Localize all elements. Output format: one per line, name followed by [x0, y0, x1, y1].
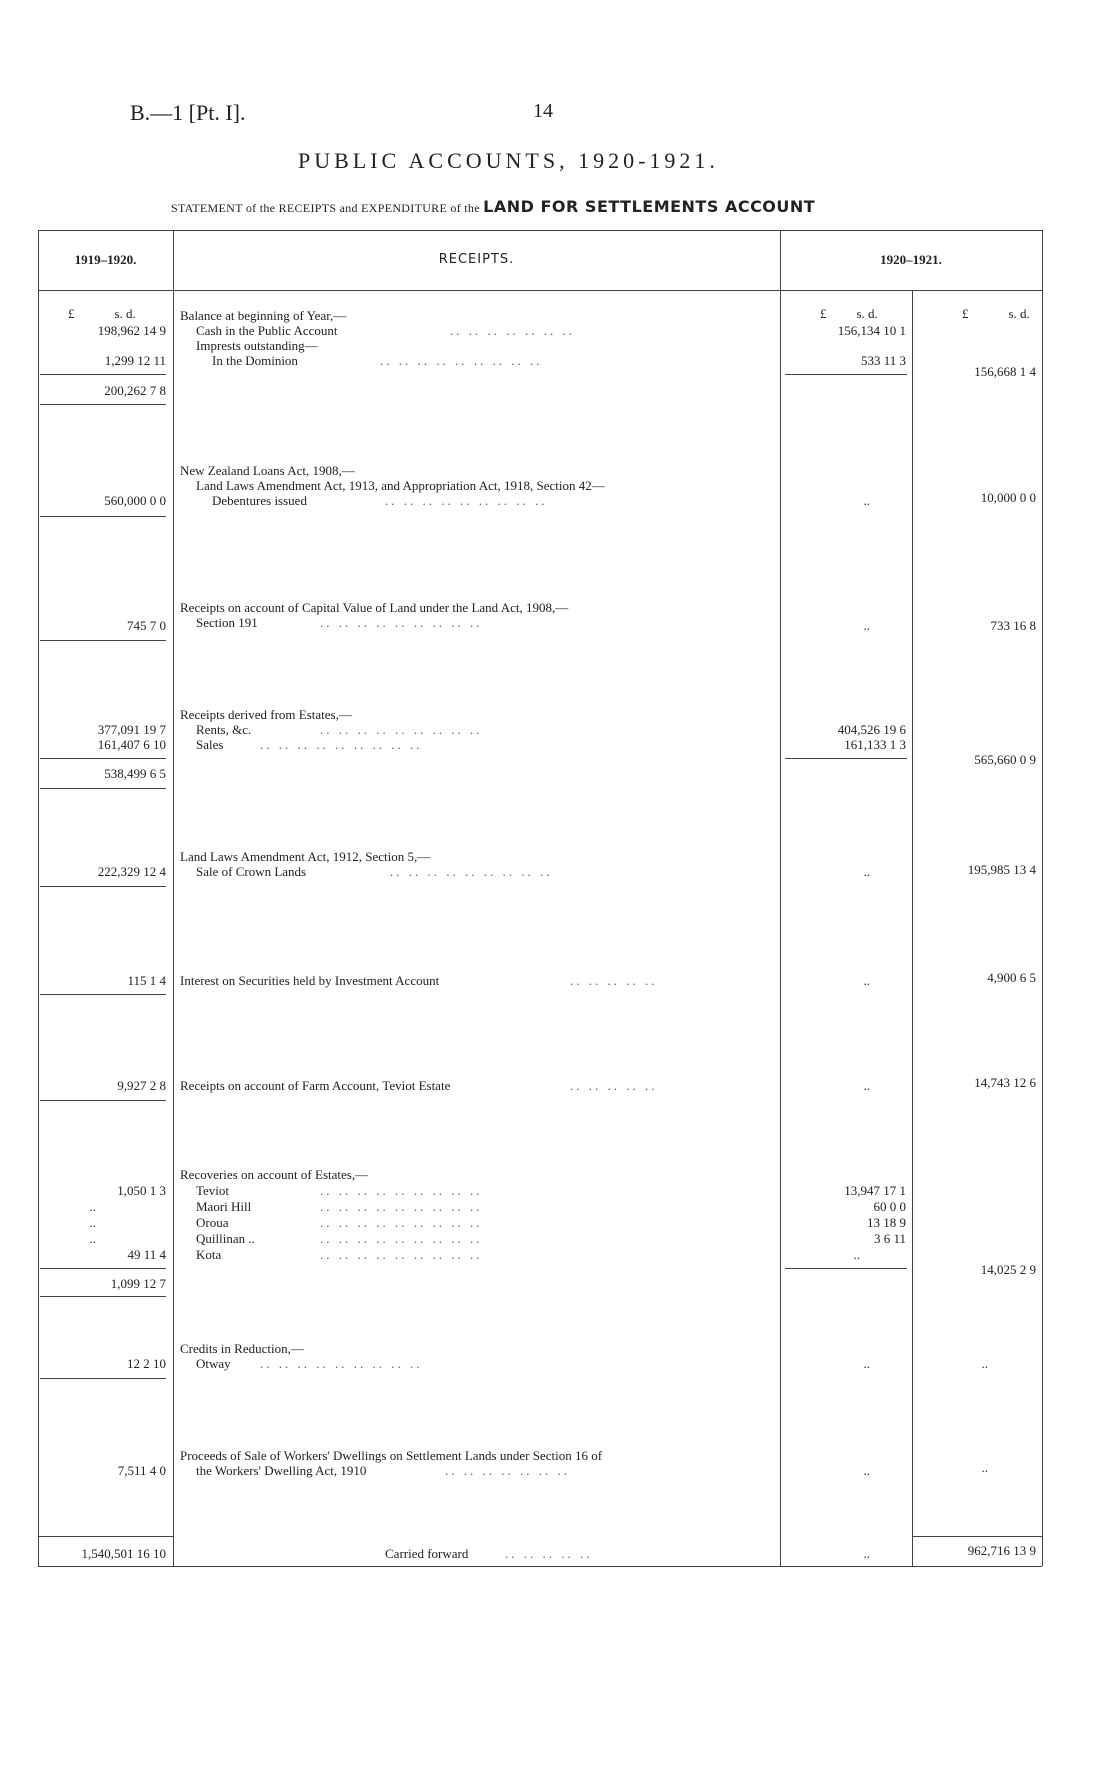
page-title: PUBLIC ACCOUNTS, 1920-1921. — [298, 148, 719, 173]
estates-sales-label: Sales — [196, 737, 224, 752]
leader-dots: .. .. .. .. .. .. .. .. .. — [260, 1356, 423, 1371]
column-divider-2 — [780, 230, 781, 1566]
estates-prev-rents: 377,091 19 7 — [97, 722, 166, 737]
leader-dots: .. .. .. .. .. .. .. — [445, 1463, 570, 1478]
farm-sub: .. — [863, 1078, 870, 1093]
recoveries-sub-teviot: 13,947 17 1 — [844, 1183, 906, 1198]
document-reference: B.—1 [Pt. I]. — [130, 100, 246, 125]
recoveries-item-oroua: Oroua — [196, 1215, 229, 1230]
column-header-receipts: RECEIPTS. — [438, 252, 515, 267]
interest-sub: .. — [863, 973, 870, 988]
capital-total: 733 16 8 — [990, 618, 1036, 633]
total-rule — [912, 1536, 1042, 1537]
table-right-rule — [1042, 230, 1043, 1566]
carried-forward-label: Carried forward — [385, 1546, 469, 1561]
subtotal-rule — [40, 404, 166, 405]
capital-section-label: Section 191 — [196, 615, 258, 630]
dwellings-total: .. — [981, 1460, 988, 1475]
subtitle-prefix: STATEMENT of the RECEIPTS and EXPENDITURE of the — [171, 201, 480, 215]
dwellings-label-line1: Proceeds of Sale of Workers' Dwellings on Settlement Lands under Section 16 of — [180, 1448, 603, 1463]
subtotal-rule — [785, 374, 907, 375]
interest-label: Interest on Securities held by Investment Account — [180, 973, 440, 988]
leader-dots: .. .. .. .. .. .. .. .. .. — [320, 1215, 483, 1230]
recoveries-item-quillinan: Quillinan .. — [196, 1231, 255, 1246]
leader-dots: .. .. .. .. .. .. .. .. .. — [320, 1183, 483, 1198]
estates-sub-rents: 404,526 19 6 — [837, 722, 906, 737]
loans-debentures-label: Debentures issued — [212, 493, 307, 508]
subtotal-rule — [40, 758, 166, 759]
leader-dots: .. .. .. .. .. .. .. .. .. — [320, 1199, 483, 1214]
balance-imprests-label: Imprests outstanding— — [196, 338, 318, 353]
subtotal-rule — [785, 758, 907, 759]
column-divider-1 — [173, 230, 174, 1566]
recoveries-prev-total: 1,099 12 7 — [110, 1276, 166, 1291]
capital-prev: 745 7 0 — [127, 618, 166, 633]
total-rule — [38, 1536, 174, 1537]
section-rule — [40, 886, 166, 887]
balance-heading: Balance at beginning of Year,— — [180, 308, 347, 323]
recoveries-prev-kota: 49 11 4 — [127, 1247, 166, 1262]
estates-prev-sales: 161,407 6 10 — [97, 737, 166, 752]
recoveries-sub-oroua: 13 18 9 — [867, 1215, 906, 1230]
table-bottom-rule — [38, 1566, 1042, 1567]
crown-prev: 222,329 12 4 — [97, 864, 166, 879]
subtotal-rule — [40, 374, 166, 375]
recoveries-sub-kota: .. — [853, 1247, 860, 1262]
section-rule — [40, 1100, 166, 1101]
balance-dominion-label: In the Dominion — [212, 353, 298, 368]
estates-total: 565,660 0 9 — [974, 752, 1036, 767]
farm-total: 14,743 12 6 — [974, 1075, 1036, 1090]
dwellings-sub: .. — [863, 1463, 870, 1478]
credits-total: .. — [981, 1356, 988, 1371]
credits-prev: 12 2 10 — [127, 1356, 166, 1371]
leader-dots: .. .. .. .. .. .. .. .. .. — [320, 615, 483, 630]
page-number: 14 — [533, 100, 553, 122]
loans-total: 10,000 0 0 — [980, 490, 1036, 505]
leader-dots: .. .. .. .. .. .. .. .. .. — [260, 737, 423, 752]
balance-sub-cash: 156,134 10 1 — [837, 323, 906, 338]
table-top-rule — [38, 230, 1042, 231]
balance-cash-label: Cash in the Public Account — [196, 323, 338, 338]
recoveries-prev-teviot: 1,050 1 3 — [117, 1183, 166, 1198]
recoveries-item-maori-hill: Maori Hill — [196, 1199, 252, 1214]
recoveries-prev-maori-hill: .. — [89, 1199, 96, 1214]
subtotal-rule — [785, 1268, 907, 1269]
carried-forward-total: 962,716 13 9 — [967, 1543, 1036, 1558]
unit-pound-total: £ s. d. — [962, 306, 1030, 321]
estates-heading: Receipts derived from Estates,— — [180, 707, 352, 722]
credits-otway-label: Otway — [196, 1356, 231, 1371]
leader-dots: .. .. .. .. .. .. .. .. .. — [320, 722, 483, 737]
credits-heading: Credits in Reduction,— — [180, 1341, 304, 1356]
subtitle-account-name: LAND FOR SETTLEMENTS ACCOUNT — [483, 197, 816, 216]
crown-sale-label: Sale of Crown Lands — [196, 864, 307, 879]
loans-prev: 560,000 0 0 — [104, 493, 166, 508]
recoveries-item-kota: Kota — [196, 1247, 222, 1262]
leader-dots: .. .. .. .. .. .. .. .. .. — [380, 353, 543, 368]
estates-sub-sales: 161,133 1 3 — [844, 737, 906, 752]
loans-act-label: Land Laws Amendment Act, 1913, and Appropriation Act, 1918, Section 42— — [196, 478, 605, 493]
unit-pound-sub: £ s. d. — [820, 306, 878, 321]
farm-prev: 9,927 2 8 — [117, 1078, 166, 1093]
estates-rents-label: Rents, &c. — [196, 722, 252, 737]
capital-heading: Receipts on account of Capital Value of Land under the Land Act, 1908,— — [180, 600, 569, 615]
leader-dots: .. .. .. .. .. — [570, 1078, 658, 1093]
recoveries-total: 14,025 2 9 — [980, 1262, 1036, 1277]
table-left-rule — [38, 230, 39, 1566]
loans-heading: New Zealand Loans Act, 1908,— — [180, 463, 355, 478]
recoveries-prev-quillinan: .. — [89, 1231, 96, 1246]
statement-subtitle — [171, 197, 815, 216]
carried-forward-prev: 1,540,501 16 10 — [81, 1546, 166, 1561]
column-header-1919-1920: 1919–1920. — [74, 252, 137, 267]
section-rule — [40, 640, 166, 641]
loans-sub: .. — [863, 493, 870, 508]
dwellings-label-line2: the Workers' Dwelling Act, 1910 — [196, 1463, 367, 1478]
credits-sub: .. — [863, 1356, 870, 1371]
recoveries-sub-quillinan: 3 6 11 — [873, 1231, 906, 1246]
capital-sub: .. — [863, 618, 870, 633]
leader-dots: .. .. .. .. .. — [570, 973, 658, 988]
unit-pound-prev: £ s. d. — [68, 306, 136, 321]
dwellings-prev: 7,511 4 0 — [117, 1463, 166, 1478]
balance-prev-cash: 198,962 14 9 — [97, 323, 166, 338]
header-bottom-rule — [38, 290, 1042, 291]
recoveries-prev-oroua: .. — [89, 1215, 96, 1230]
leader-dots: .. .. .. .. .. .. .. .. .. — [320, 1247, 483, 1262]
recoveries-sub-maori-hill: 60 0 0 — [873, 1199, 906, 1214]
section-rule — [40, 1378, 166, 1379]
balance-total: 156,668 1 4 — [974, 364, 1036, 379]
estates-prev-total: 538,499 6 5 — [104, 766, 166, 781]
leader-dots: .. .. .. .. .. .. .. .. .. — [390, 864, 553, 879]
crown-total: 195,985 13 4 — [967, 862, 1036, 877]
interest-total: 4,900 6 5 — [987, 970, 1036, 985]
leader-dots: .. .. .. .. .. .. .. — [450, 323, 575, 338]
balance-sub-imprests: 533 11 3 — [860, 353, 906, 368]
carried-forward-sub: .. — [863, 1546, 870, 1561]
balance-prev-total: 200,262 7 8 — [104, 383, 166, 398]
crown-heading: Land Laws Amendment Act, 1912, Section 5,— — [180, 849, 431, 864]
farm-label: Receipts on account of Farm Account, Teviot Estate — [180, 1078, 451, 1093]
recoveries-heading: Recoveries on account of Estates,— — [180, 1167, 369, 1182]
column-divider-3 — [912, 290, 913, 1566]
subtotal-rule — [40, 1268, 166, 1269]
leader-dots: .. .. .. .. .. .. .. .. .. — [320, 1231, 483, 1246]
leader-dots: .. .. .. .. .. — [505, 1546, 593, 1561]
subtotal-rule — [40, 1296, 166, 1297]
section-rule — [40, 516, 166, 517]
section-rule — [40, 994, 166, 995]
interest-prev: 115 1 4 — [127, 973, 166, 988]
column-header-1920-1921: 1920–1921. — [880, 252, 942, 267]
balance-prev-imprests: 1,299 12 11 — [104, 353, 166, 368]
recoveries-item-teviot: Teviot — [196, 1183, 230, 1198]
leader-dots: .. .. .. .. .. .. .. .. .. — [385, 493, 548, 508]
subtotal-rule — [40, 788, 166, 789]
crown-sub: .. — [863, 864, 870, 879]
